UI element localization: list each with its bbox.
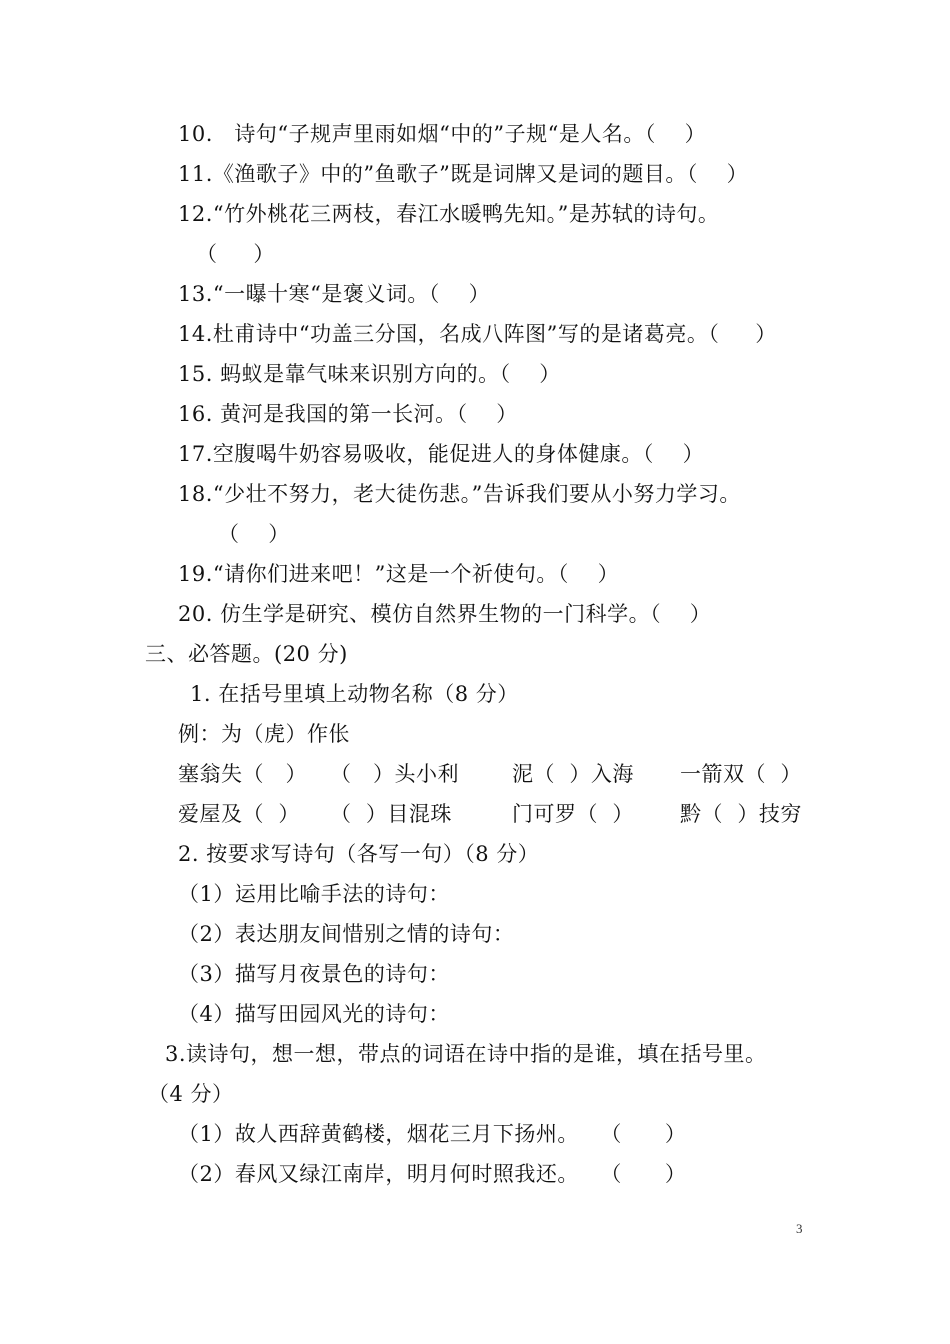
q3-item-2: （2）春风又绿江南岸，明月何时照我还。 （ ） <box>178 1162 687 1186</box>
tf-item-19: 19.“请你们进来吧！”这是一个祈使句。（ ） <box>178 562 620 586</box>
idiom-blank: （ ）目混珠 <box>330 802 452 826</box>
tf-item-17: 17.空腹喝牛奶容易吸收，能促进人的身体健康。（ ） <box>178 442 705 466</box>
tf-item-12: 12.“竹外桃花三两枝，春江水暖鸭先知。”是苏轼的诗句。 <box>178 202 720 226</box>
q2-title: 2. 按要求写诗句（各写一句）（8 分） <box>178 842 540 866</box>
tf-item-10: 10. 诗句“子规声里雨如烟“中的”子规“是人名。（ ） <box>178 122 707 146</box>
q3-title: 3.读诗句，想一想，带点的词语在诗中指的是谁，填在括号里。 <box>165 1042 767 1066</box>
section3-heading: 三、必答题。(20 分) <box>145 642 348 666</box>
tf-item-13: 13.“一曝十寒“是褒义词。（ ） <box>178 282 491 306</box>
idiom-blank: 黔（ ）技穷 <box>680 802 802 826</box>
tf-item-18: 18.“少壮不努力，老大徒伤悲。”告诉我们要从小努力学习。 <box>178 482 741 506</box>
idiom-blank: （ ）头小利 <box>330 762 460 786</box>
idiom-blank: 塞翁失（ ） <box>178 762 308 786</box>
q2-item-3: （3）描写月夜景色的诗句： <box>178 962 450 986</box>
tf-item-18-bracket: （ ） <box>218 522 290 546</box>
idiom-blank: 爱屋及（ ） <box>178 802 300 826</box>
page-number: 3 <box>796 1221 803 1236</box>
q3-score: （4 分） <box>148 1082 234 1106</box>
q2-item-1: （1）运用比喻手法的诗句： <box>178 882 450 906</box>
q1-title: 1. 在括号里填上动物名称（8 分） <box>190 682 519 706</box>
tf-item-15: 15. 蚂蚁是靠气味来识别方向的。（ ） <box>178 362 561 386</box>
idiom-blank: 泥（ ）入海 <box>512 762 634 786</box>
q3-item-1: （1）故人西辞黄鹤楼，烟花三月下扬州。 （ ） <box>178 1122 687 1146</box>
tf-item-12-bracket: （ ） <box>196 242 275 266</box>
tf-item-16: 16. 黄河是我国的第一长河。（ ） <box>178 402 518 426</box>
q2-item-2: （2）表达朋友间惜别之情的诗句： <box>178 922 515 946</box>
tf-item-14: 14.杜甫诗中“功盖三分国，名成八阵图”写的是诸葛亮。（ ） <box>178 322 777 346</box>
idiom-blank: 门可罗（ ） <box>512 802 634 826</box>
q2-item-4: （4）描写田园风光的诗句： <box>178 1002 450 1026</box>
tf-item-11: 11.《渔歌子》中的”鱼歌子”既是词牌又是词的题目。（ ） <box>178 162 749 186</box>
q1-example: 例：为（虎）作伥 <box>178 722 350 746</box>
idiom-blank: 一箭双（ ） <box>680 762 802 786</box>
tf-item-20: 20. 仿生学是研究、模仿自然界生物的一门科学。（ ） <box>178 602 712 626</box>
